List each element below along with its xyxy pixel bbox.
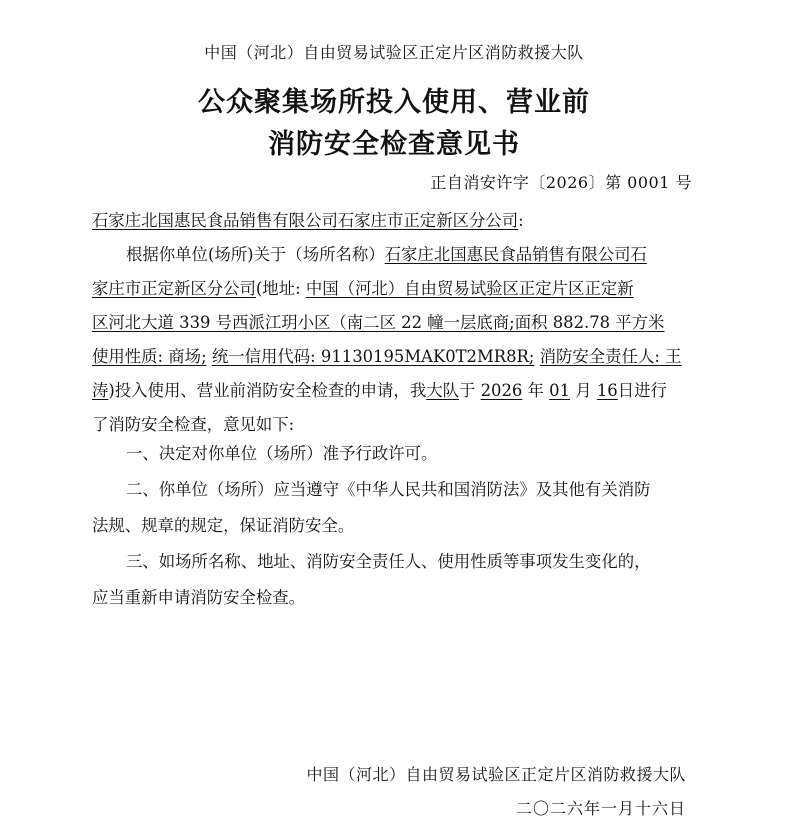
document-title-line-2: 消防安全检查意见书 (268, 129, 520, 160)
opinion-2-line-1: 二、你单位（场所）应当遵守《中华人民共和国消防法》及其他有关消防 (126, 480, 651, 499)
issuer-header: 中国（河北）自由贸易试验区正定片区消防救援大队 (204, 43, 584, 62)
unit-ref: 大队 (426, 381, 459, 400)
addressee-suffix: : (518, 211, 524, 230)
responsible-person-part-1: 消防安全责任人: 王 (539, 347, 682, 366)
signature-date: 二〇二六年一月十六日 (515, 799, 686, 818)
opinion-2-line-2: 法规、规章的规定，保证消防安全。 (92, 516, 355, 535)
body-l5-e: 日进行 (617, 381, 667, 400)
venue-name-part-2: 家庄市正定新区分公司 (92, 279, 256, 298)
body-l5-d: 月 (575, 381, 592, 400)
opinion-1: 一、决定对你单位（场所）准予行政许可。 (126, 444, 438, 463)
inspection-year: 2026 (480, 381, 523, 400)
responsible-person-part-2: 涛 (92, 381, 109, 400)
body-l5-a: )投入使用、营业前消防安全检查的申请，我 (108, 381, 427, 400)
credit-code: 统一信用代码: 91130195MAK0T2MR8R; (211, 347, 535, 366)
inspection-month: 01 (549, 381, 571, 400)
opinions-block (92, 436, 702, 616)
body-line-4 (92, 340, 702, 374)
opinion-3-line-1: 三、如场所名称、地址、消防安全责任人、使用性质等事项发生变化的， (126, 552, 651, 571)
body-l1-pre: 根据你单位(场所)关于（场所名称） (126, 245, 385, 264)
address-part-1: 中国（河北）自由贸易试验区正定片区正定新 (305, 279, 634, 298)
address-prefix: (地址: (255, 279, 306, 298)
document-body (92, 204, 702, 442)
body-l5-c: 年 (527, 381, 544, 400)
body-line-3 (92, 306, 702, 340)
body-line-2 (92, 272, 702, 306)
signature-unit: 中国（河北）自由贸易试验区正定片区消防救援大队 (306, 765, 686, 784)
document-title-line-1: 公众聚集场所投入使用、营业前 (198, 87, 590, 118)
body-line-1 (92, 238, 702, 272)
area-value: 面积 882.78 平方米 (514, 313, 665, 332)
body-l5-b: 于 (459, 381, 476, 400)
addressee-line (92, 204, 702, 238)
body-line-6: 了消防安全检查，意见如下: (92, 415, 295, 434)
addressee: 石家庄北国惠民食品销售有限公司石家庄市正定新区分公司 (92, 211, 519, 230)
use-type: 使用性质: 商场; (92, 347, 207, 366)
inspection-day: 16 (596, 381, 618, 400)
venue-name-part-1: 石家庄北国惠民食品销售有限公司石 (384, 245, 647, 264)
address-part-2: 区河北大道 339 号西派江玥小区（南二区 22 幢一层底商; (92, 313, 515, 332)
opinion-3-line-2: 应当重新申请消防安全检查。 (92, 588, 306, 607)
body-line-5 (92, 374, 702, 408)
document-number: 正自消安许字〔2026〕第 0001 号 (430, 173, 692, 192)
